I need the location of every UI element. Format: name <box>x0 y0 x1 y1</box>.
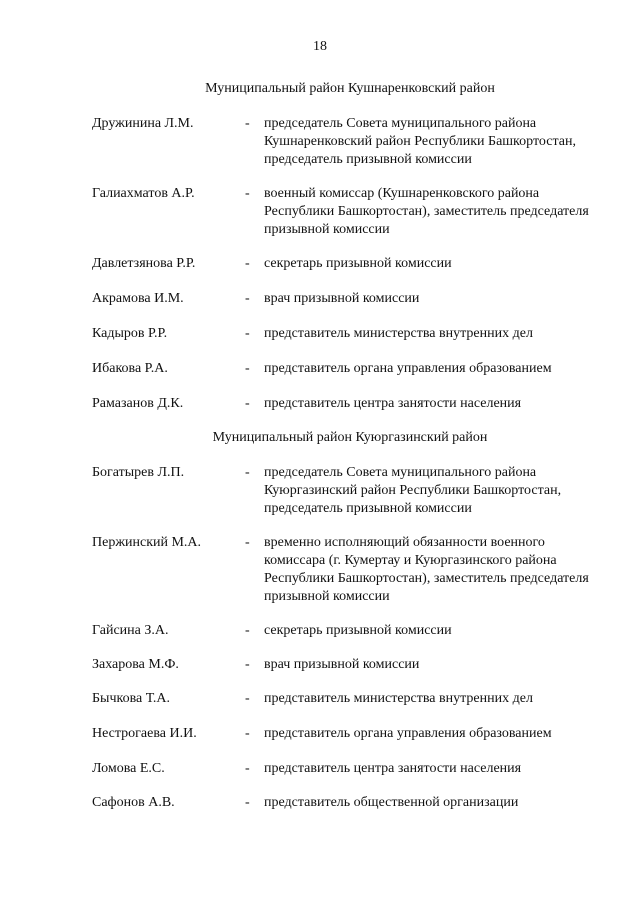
member-name: Нестрогаева И.И. <box>92 726 197 741</box>
member-role: секретарь призывной комиссии <box>264 256 452 271</box>
member-name: Ибакова Р.А. <box>92 361 168 376</box>
member-role: временно исполняющий обязанности военного комиссара (г. Кумертау и Куюргазинского района Республики Башкортостан), заместитель председателя призывной комиссии <box>264 535 589 604</box>
member-name: Акрамова И.М. <box>92 291 184 306</box>
member-name: Захарова М.Ф. <box>92 657 179 672</box>
dash: - <box>245 795 250 810</box>
member-name: Дружинина Л.М. <box>92 116 194 131</box>
dash: - <box>245 361 250 376</box>
dash: - <box>245 623 250 638</box>
dash: - <box>245 396 250 411</box>
section-title-kuyurgazinsky: Муниципальный район Куюргазинский район <box>212 430 488 445</box>
dash: - <box>245 657 250 672</box>
member-name: Ломова Е.С. <box>92 761 165 776</box>
member-role: представитель центра занятости населения <box>264 396 522 411</box>
member-name: Сафонов А.В. <box>92 795 175 810</box>
member-name: Кадыров Р.Р. <box>92 326 168 341</box>
page-number: 18 <box>313 39 327 54</box>
member-role: военный комиссар (Кушнаренковского района Республики Башкортостан), заместитель председателя призывной комиссии <box>264 186 589 237</box>
dash: - <box>245 326 250 341</box>
dash: - <box>245 726 250 741</box>
member-name: Богатырев Л.П. <box>92 465 185 480</box>
dash: - <box>245 691 250 706</box>
member-name: Бычкова Т.А. <box>92 691 170 706</box>
member-role: врач призывной комиссии <box>264 291 420 306</box>
dash: - <box>245 535 250 550</box>
member-role: представитель министерства внутренних дел <box>264 691 533 706</box>
dash: - <box>245 256 250 271</box>
member-role: врач призывной комиссии <box>264 657 420 672</box>
member-role: председатель Совета муниципального района Куюргазинский район Республики Башкортостан, председатель призывной комиссии <box>264 465 562 516</box>
member-name: Гайсина З.А. <box>92 623 169 638</box>
member-role: представитель органа управления образованием <box>264 726 552 741</box>
member-role: представитель министерства внутренних дел <box>264 326 533 341</box>
member-name: Галиахматов А.Р. <box>92 186 195 201</box>
member-role: секретарь призывной комиссии <box>264 623 452 638</box>
dash: - <box>245 465 250 480</box>
dash: - <box>245 186 250 201</box>
member-role: представитель органа управления образованием <box>264 361 552 376</box>
dash: - <box>245 116 250 131</box>
dash: - <box>245 761 250 776</box>
section-title-kushnarenkovsky: Муниципальный район Кушнаренковский район <box>205 81 495 96</box>
member-name: Пержинский М.А. <box>92 535 202 550</box>
dash: - <box>245 291 250 306</box>
member-name: Давлетзянова Р.Р. <box>92 256 196 271</box>
member-role: представитель центра занятости населения <box>264 761 522 776</box>
member-name: Рамазанов Д.К. <box>92 396 184 411</box>
member-role: председатель Совета муниципального района Кушнаренковский район Республики Башкортостан, председатель призывной комиссии <box>264 116 576 167</box>
member-role: представитель общественной организации <box>264 795 519 810</box>
